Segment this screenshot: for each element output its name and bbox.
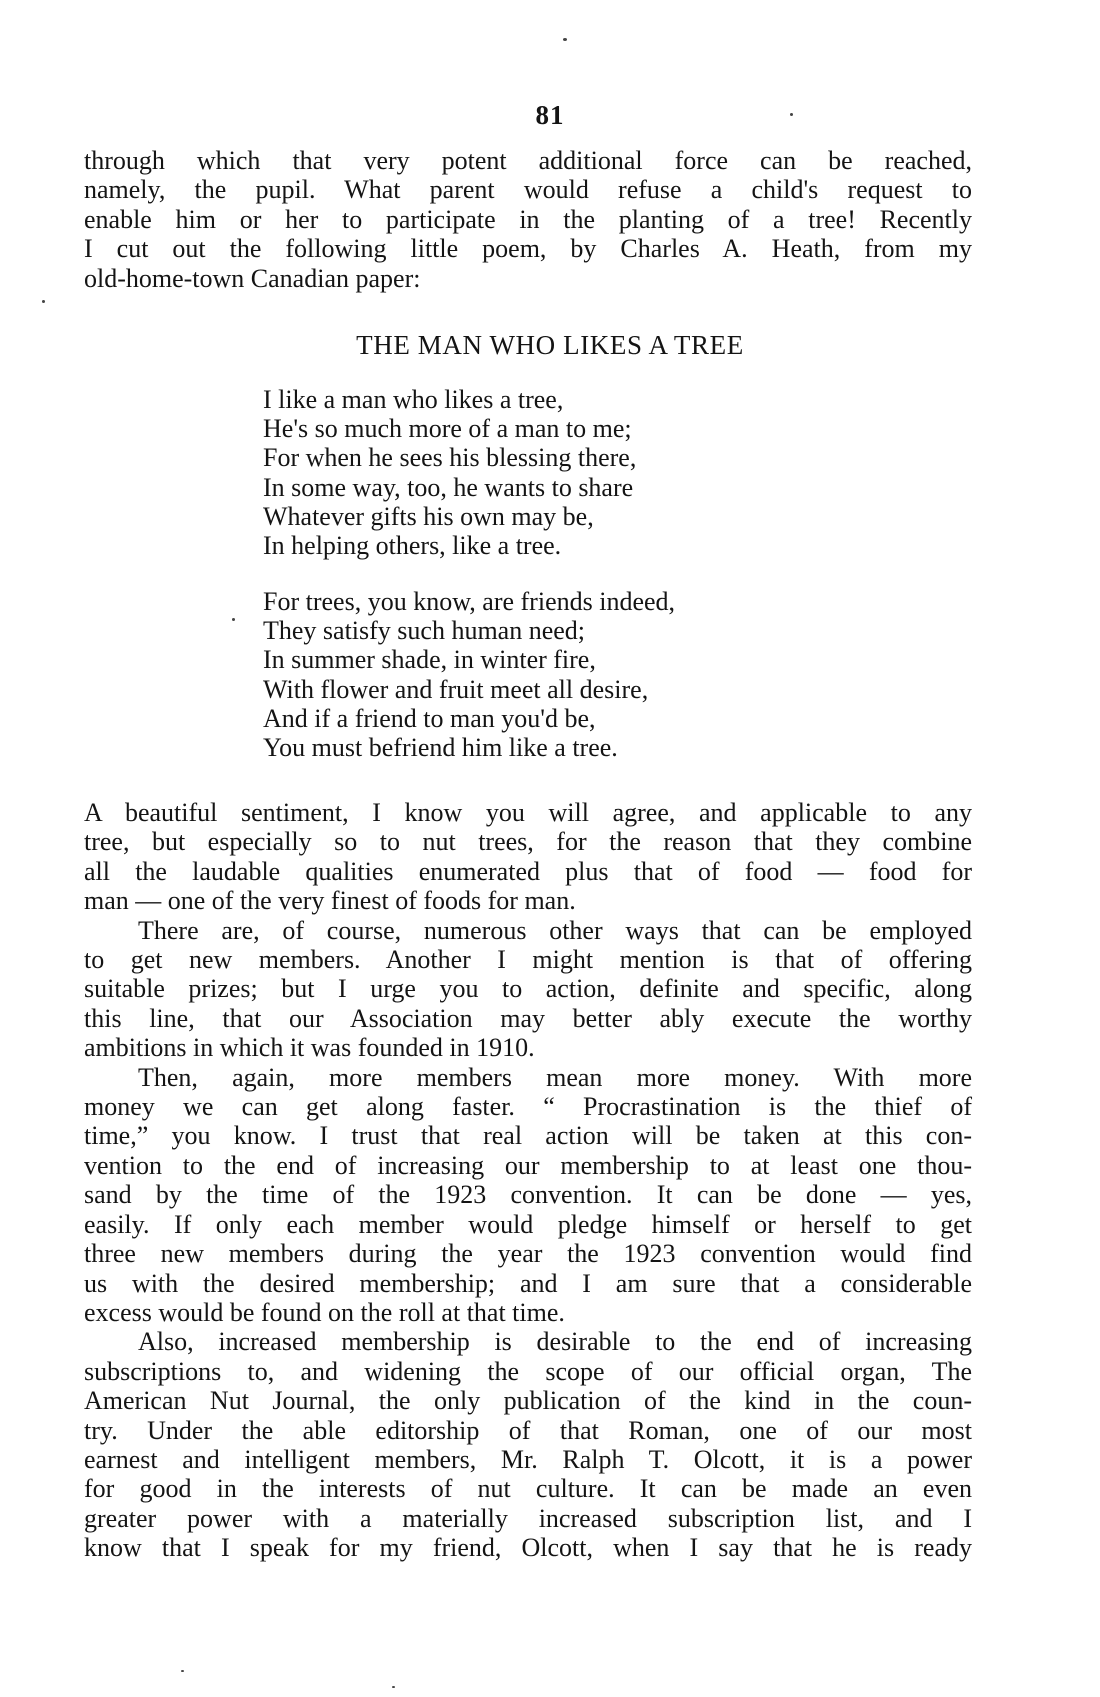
intro-paragraph [84,146,972,293]
text-line: money we can get along faster. “ Procrastination is the thief of [84,1092,972,1122]
poem-stanza-1 [263,385,636,560]
text-line: man — one of the very finest of foods for man. [84,886,576,916]
poem-verse: In summer shade, in winter fire, [263,645,596,675]
text-line: American Nut Journal, the only publication of the kind in the coun- [84,1386,972,1416]
text-line: know that I speak for my friend, Olcott, when I say that he is ready [84,1533,972,1563]
text-line: us with the desired membership; and I am sure that a considerable [84,1268,972,1298]
text-line: I cut out the following little poem, by Charles A. Heath, from my [84,234,972,264]
poem-stanza-2 [263,587,675,762]
text-line: old-home-town Canadian paper: [84,263,421,293]
text-line: namely, the pupil. What parent would refuse a child's request to [84,175,972,205]
page-number: 81 [535,100,565,130]
scan-speck [790,113,793,116]
text-line: easily. If only each member would pledge himself or herself to get [84,1209,972,1239]
text-line: greater power with a materially increased subscription list, and I [84,1503,972,1533]
text-line: There are, of course, numerous other ways that can be employed [138,915,972,945]
text-line: for good in the interests of nut culture. It can be made an even [84,1474,972,1504]
text-line: earnest and intelligent members, Mr. Ralph T. Olcott, it is a power [84,1444,972,1474]
text-line: Also, increased membership is desirable to the end of increasing [138,1327,972,1357]
poem-title: THE MAN WHO LIKES A TREE [356,330,744,360]
text-line: tree, but especially so to nut trees, for the reason that they combine [84,827,972,857]
scan-speck [42,300,45,303]
body-text [84,798,972,1563]
text-line: all the laudable qualities enumerated plus that of food — food for [84,856,972,886]
text-line: vention to the end of increasing our membership to at least one thou- [84,1150,972,1180]
poem-verse: With flower and fruit meet all desire, [263,674,649,704]
text-line: this line, that our Association may better ably execute the worthy [84,1003,972,1033]
text-line: to get new members. Another I might mention is that of offering [84,945,972,975]
text-line: subscriptions to, and widening the scope of our official organ, The [84,1356,972,1386]
scan-speck [563,38,567,41]
scan-speck [232,618,235,621]
poem-verse: In some way, too, he wants to share [263,472,634,502]
text-line: through which that very potent additional force can be reached, [84,146,972,175]
scan-speck [392,1686,395,1688]
text-line: suitable prizes; but I urge you to action, definite and specific, along [84,974,972,1004]
text-line: three new members during the year the 1923 convention would find [84,1239,972,1269]
poem-verse: For when he sees his blessing there, [263,443,637,473]
poem-verse: They satisfy such human need; [263,616,586,646]
text-line: sand by the time of the 1923 convention. It can be done — yes, [84,1180,972,1210]
text-line: Then, again, more members mean more money. With more [138,1062,972,1092]
text-line: enable him or her to participate in the planting of a tree! Recently [84,204,972,234]
text-line: ambitions in which it was founded in 1910. [84,1033,535,1063]
poem-verse: Whatever gifts his own may be, [263,501,594,531]
poem-verse: In helping others, like a tree. [263,531,562,561]
scan-speck [181,1670,184,1672]
text-line: time,” you know. I trust that real action will be taken at this con- [84,1121,972,1151]
text-line: excess would be found on the roll at that time. [84,1297,565,1327]
poem-verse: I like a man who likes a tree, [263,385,564,414]
poem-verse: And if a friend to man you'd be, [263,703,596,733]
poem-verse: He's so much more of a man to me; [263,414,632,444]
poem-verse: You must befriend him like a tree. [263,733,618,763]
text-line: try. Under the able editorship of that Roman, one of our most [84,1415,972,1445]
poem-verse: For trees, you know, are friends indeed, [263,587,676,616]
text-line: A beautiful sentiment, I know you will agree, and applicable to any [84,798,972,827]
